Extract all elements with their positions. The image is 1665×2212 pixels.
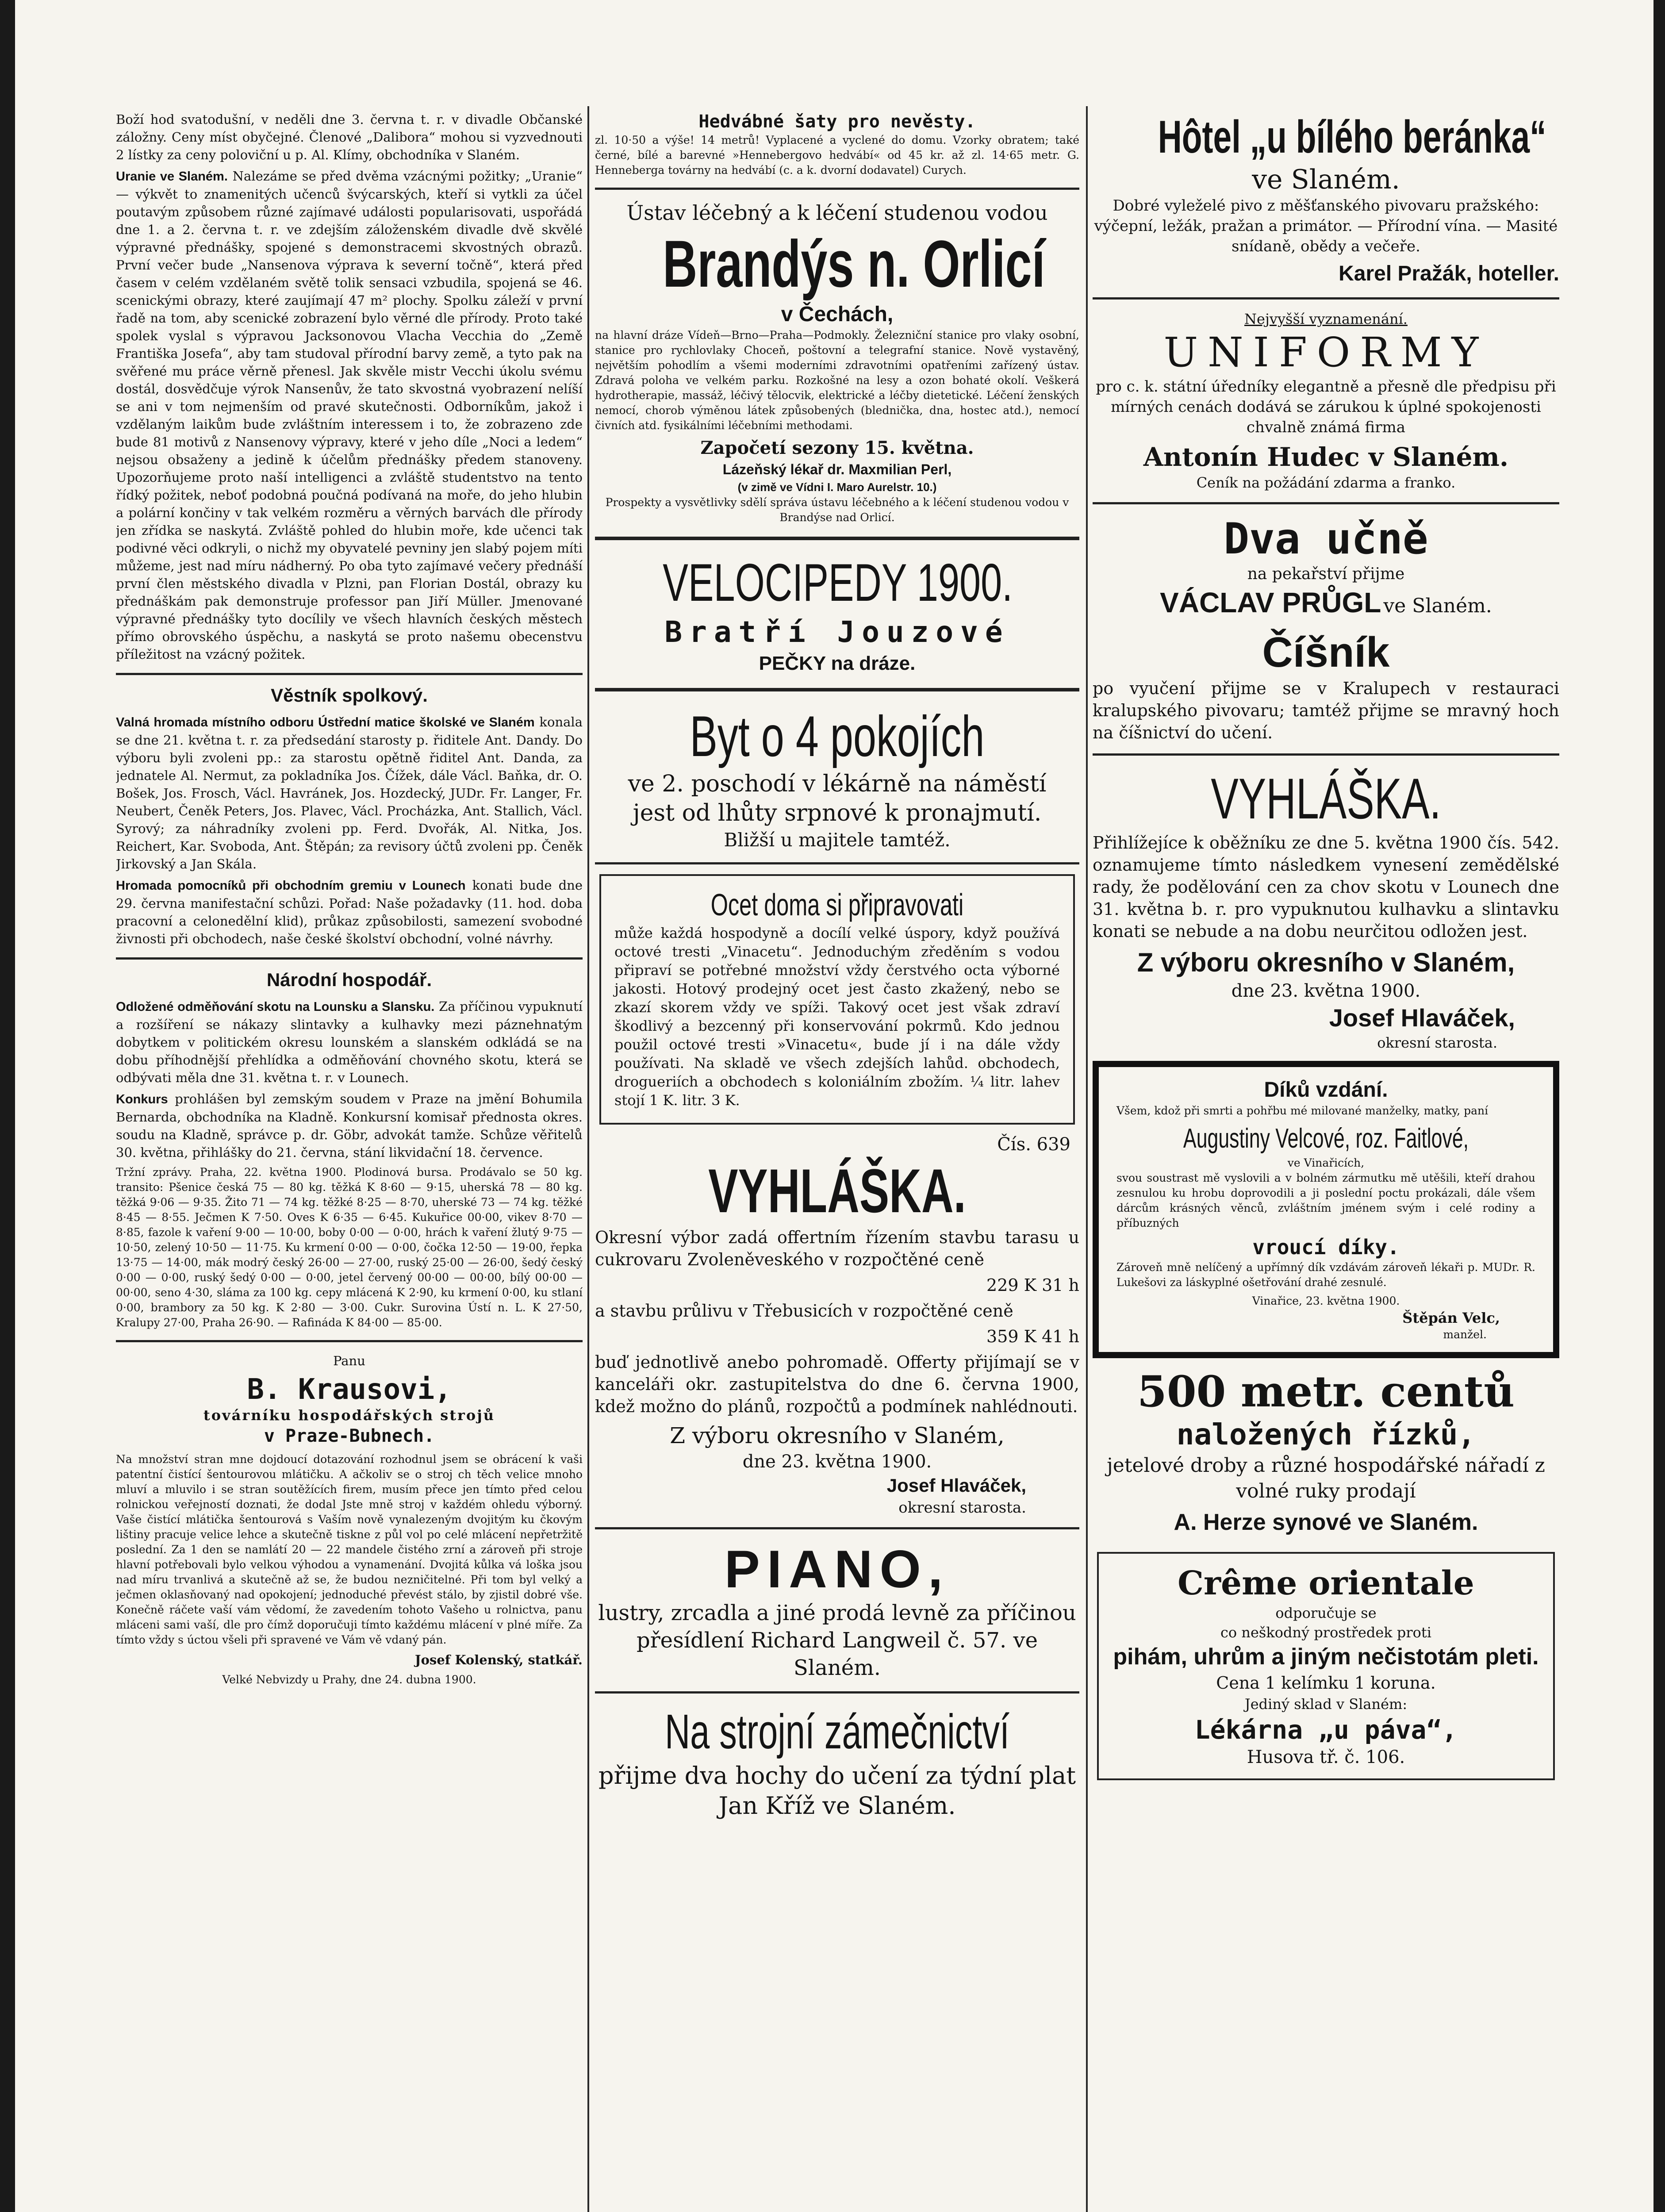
brandys-doctor-winter: (v zimě ve Vídni I. Maro Aurelstr. 10.) [737,480,937,494]
hotel-title: Hôtel „u bílého beránka“ [1158,111,1546,163]
odlozene-article [116,998,583,1087]
creme-title: Crême orientale [1178,1564,1474,1602]
hotel-subtitle: ve Slaném. [1252,164,1400,195]
column-rule-2 [1086,106,1088,2212]
cisnik-title: Číšník [1262,629,1390,676]
valna-title: Valná hromada místního odboru Ústřední matice školské ve Slaném [116,715,535,730]
diky-name: Augustiny Velcové, roz. Faitlové, [1183,1123,1469,1154]
narodni-heading: Národní hospodář. [266,969,432,990]
creme-sub-2: co neškodný prostředek proti [1220,1624,1431,1641]
diky-role: manžel. [1443,1328,1487,1341]
odlozene-text: Za příčinou vypuknutí a rozšíření se nákazy slintavky a kulhavky mezi páznehnatým dobytkem v politickém okresu lounském a slanském odkládá se na dobu příhodnější přehlídka a odměňování chovného skotu, která se odbývati měla dne 31. května t. r. v Lounech. [116,999,583,1085]
byt-text2: jest od lhůty srpnové k pronajmutí. [633,800,1042,826]
urania-title: Uranie ve Slaném. [116,169,228,184]
ucne-name: VÁCLAV PRŮGL [1160,587,1381,618]
divider [595,1691,1079,1694]
scan-border-left [0,0,15,2212]
dalibor-notice: Boží hod svatodušní, v neděli dne 3. června t. r. v divadle Občanské záložny. Ceny míst obyčejné. Členové „Dalibora“ mohou si vyzvednouti 2 lístky za ceny poloviční u p. Al. Klímy, obchodníka v Slaném. [116,112,583,162]
rizky-subtitle: naložených řízků, [1176,1417,1476,1452]
diky-title: Díků vzdání. [1264,1078,1388,1102]
ucne-line [1093,585,1559,628]
hromada-text: konati bude dne 29. června manifestační schůzi. Pořad: Naše požadavky (11. hod. doba pracovní a celonedělní klid), průkaz způsobilosti, samezení svobodné živnosti při obchodech, naše české školství obchodní, volné návrhy. [116,878,583,946]
column-rule-1 [587,106,589,2212]
konkurs-text: prohlášen byl zemským soudem v Praze na jmění Bohumila Bernarda, obchodníka na Kladně. Konkursní komisař přednosta okres. soudu na Kladně, správce p. dr. Göbr, advokát tamže. Schůze věřitelů 30. května, přihlášky do 21. června, stání likvidační 18. července. [116,1091,583,1160]
valna-text: konala se dne 21. května t. r. za předsedání starosty p. řiditele Ant. Dandy. Do výboru byli zvoleni pp.: za starostu opětně řiditel Ant. Danda, za jednatele Al. Nermut, za pokladníka Jos. Čížek, dále Václ. Baňka, dr. O. Bošek, Jos. Frosch, Václ. Havránek, Jos. Hozdecký, JUDr. Fr. Langer, Fr. Neubert, Čeněk Peters, Jos. Plavec, Václ. Procházka, Ant. Stallich, Václ. Syrový; za náhradníky zvoleni pp. Ferd. Dvořák, Al. Nitka, Jos. Reichert, Kar. Svoboda, Ant. Štěpán; za revisory účtů zvoleni pp. Čeněk Jirkovský a Jan Skála. [116,714,583,872]
byt-title: Byt o 4 pokojích [690,704,985,768]
diky-text-1: Všem, kdož při smrti a pohřbu mé milované manželky, matky, paní [1116,1104,1489,1117]
zamecnictvi-text: přijme dva hochy do učení za týdní plat Jan Kříž ve Slaném. [598,1762,1076,1820]
vyhlaska2-text: Přihlížejíce k oběžníku ze dne 5. května 1900 čís. 542. oznamujeme tímto následkem vynesení zemědělské rady, že podělování cen za chov skotu v Lounech dne 31. května b. r. pro vypuknutou kulhavku a slintavku konati se nebude a na dobu neurčitou odložen jest. [1093,833,1559,941]
cisnik-text: po vyučení přijme se v Kralupech v restauraci kralupského pivovaru; tamtéž přijme se mravný hoch na číšnictví do učení. [1093,679,1559,742]
ucne-title: Dva učně [1224,514,1428,564]
velo-place: PEČKY na dráze. [759,653,916,674]
column-2 [595,111,1079,2212]
uniformy-note: Ceník na požádání zdarma a franko. [1196,474,1456,491]
diky-signature: Štěpán Velc, [1402,1310,1500,1326]
brandys-doctor: Lázeňský lékař dr. Maxmilian Perl, [722,461,952,477]
creme-lekarna: Lékárna „u páva“, [1194,1715,1458,1745]
zamecnictvi-title: Na strojní zámečnictví [664,1705,1010,1759]
urania-text: Nalezáme se před dvěma vzácnými požitky; „Uranie“ — výkvět to znamenitých učenců švýcarských, kteří si vytkli za účel poutavým způsobem různé zajímavé události popularisovati, uspořádá dne 1. a 2. června t. r. ve zdejším záloženském divadle dvě skvělé výpravné přednášky, spojené s demonstracemi skvostných obrazů. První večer bude „Nansenova výprava k severní točně“, která před časem v celém vzdělaném světě tolik sensaci vzbudila, spojená se 46. scenickými obrazy, které zaujímají 47 m² plochy. Spolku záleží v první řadě na tom, aby scenické zobrazení bylo věrné dle přírody. Proto také spolek vyslal s výpravou Jacksonovou Vlacha Vecchia do „Země Františka Josefa“, aby tam studoval přírodní barvy země, a tyto pak na svěřené mu práce věrně přenesl. Jak skvěle mistr Vecchi úkolu svému dostál, dosvědčuje výrok Nansenův, že tato skvostná vyobrazení nelíší se ani v tom nejmenším od pravé skutečnosti. Odborníkům, jakož i vzdělaným laikům bude zvláštním interessem i to, že zobrazeno zde bude 81 motivů z Nansenovy výpravy, které v jeho díle „Noci a ledem“ nejsou obsaženy a jedině k účelům přednášky předem stanoveny. Upozorňujeme proto naší intelligenci a zvláště studentstvo na tento řídký požitek, neboť podobná poučná podívaná na moře, do jeho hlubin a polární končiny v tak velkém rozměru a věrných barvách dle přírody jen zřídka se naskytá. Zvláště pohled do hlubin moře, kde učenci tak podivné věci odkryli, o nichž my obyvatelé pevniny jen slabý pojem míti můžeme, jest nad míru nádherný. Po oba tyto zajímavé večery přednáší první člen městského divadla v Plzni, pan Florian Dostál, obrazy ku přednáškám pak demonstruje professor pan Jiří Müller. Jmenované výpravné přednášky tyto docílily ve všech hlavních českých městech přímo obrovského úspěchu, a naskytá se proto našemu obecenstvu příležitost na vzácný požitek. [116,169,583,662]
vyhlaska-sum-2: 359 K 41 h [986,1327,1079,1346]
creme-sub-1: odporučuje se [1275,1605,1377,1621]
odlozene-title: Odložené odměňování skotu na Lounsku a Slansku. [116,1000,435,1014]
divider [595,537,1079,540]
hromada-title: Hromada pomocníků při obchodním gremiu v Lounech [116,879,466,893]
vyhlaska-middle: a stavbu průlivu v Třebusicích v rozpočtěné ceně [595,1301,1013,1321]
vyhlaska2-signature: Josef Hlaváček, [1329,1004,1515,1032]
diky-thanks: vroucí díky. [1252,1235,1400,1259]
creme-price: Cena 1 kelímku 1 koruna. [1216,1673,1436,1693]
hromada-article [116,876,583,948]
kolensky-sign: Josef Kolenský, statkář. [414,1652,583,1667]
uniformy-text: pro c. k. státní úředníky elegantně a přesně dle předpisu při mírných cenách dodává se zárukou k úplné spokojenosti chvalně známá firma [1096,378,1556,436]
ocet-ad [599,874,1075,1125]
scan-border-right [1653,0,1665,2212]
velo-firm: Bratří Jouzové [664,615,1010,649]
vyhlaska-sum-1: 229 K 31 h [986,1275,1079,1295]
vyhlaska2-title: VYHLÁŠKA. [1211,766,1441,831]
rizky-text: jetelové droby a různé hospodářské nářadí z volné ruky prodají [1107,1454,1545,1502]
urania-article [116,167,583,663]
ocet-title: Ocet doma si připravovati [710,887,964,922]
vyhlaska-signature: Josef Hlaváček, [886,1475,1026,1496]
vyhlaska2-from: Z výboru okresního v Slaném, [1137,948,1515,977]
valna-article [116,713,583,873]
column-3 [1093,111,1559,2212]
diky-text-2: svou soustrast mě vyslovili a v bolném zármutku mě utěšili, kteří drahou zesnulou ku hrobu doprovodili a ji poslední poctu prokázali, dále všem dárcům krásných věnců, zvláštním jménem svým i celé rodiny a příbuzných [1116,1171,1535,1229]
diky-obituary-box [1093,1061,1559,1358]
divider [116,1340,583,1342]
brandys-pretitle: Ústav léčebný a k léčení studenou vodou [626,201,1048,225]
ucne-subtitle: na pekařství přijme [1247,565,1405,583]
krausovi-name: B. Krausovi, [247,1373,452,1406]
byt-text3: Bližší u majitele tamtéž. [724,829,951,851]
divider [1093,753,1559,756]
krausovi-location: v Praze-Bubnech. [264,1426,435,1446]
hotel-owner: Karel Pražák, hoteller. [1339,262,1559,285]
brandys-footer: Prospekty a vysvětlivky sdělí správa ústavu léčebného a k léčení studenou vodou v Brandýse nad Orlicí. [605,496,1069,524]
vyhlaska-text: buď jednotlivě anebo pohromadě. Offerty přijímají se v kanceláři okr. zastupitelstva do dne 6. června 1900, kdež možno do plánů, rozpočtů a podmínek nahlédnouti. [595,1352,1079,1416]
vyhlaska-from: Z výboru okresního v Slaném, [670,1423,1005,1448]
uniformy-award: Nejvyšší vyznamenání. [1244,311,1408,327]
divider [116,673,583,675]
uniformy-firm: Antonín Hudec v Slaném. [1143,442,1509,472]
vyhlaska-number: Čís. 639 [997,1134,1070,1155]
hotel-text: Dobré vyleželé pivo z měšťanského pivovaru pražského: výčepní, ležák, pražan a primátor. — Přírodní vína. — Masité snídaně, obědy a večeře. [1094,197,1558,255]
divider [595,1527,1079,1529]
rizky-title: 500 metr. centů [1137,1367,1515,1417]
vestnik-heading: Věstník spolkový. [271,685,428,706]
creme-main: pihám, uhrům a jiným nečistotám pleti. [1113,1644,1539,1670]
vyhlaska2-role: okresní starosta. [1377,1034,1497,1051]
krausovi-letter: Na množství stran mne dojdoucí dotazování rozhodnul jsem se obrácení k vaši patentní čistící šentourovou mlátičku. A ačkoliv se o stroj ch těch velice mnoho mluví a mluvilo i se stran soutěžících firem, musím přece jen tímto před celou rolnickou veřejností doznati, že dodal Jste mně stroj v každém ohledu výborný. Vaše čistící mlátička šentourová s Vaším nově vynalezeným dvojitým ku čkovým lištiny pracuje velice lehce a skutečně tiskne z půl vol po celé mlácení nepřetržitě poslední. Za 1 den se namlátí 20 — 22 mandele čistého zrní a zároveň při stroje hlavní potřebovali bylo velkou výhodou a vynamenání. Dvojitá kůlka vá loška jsou nad míru trvanlivá a skutečně až se, že budou nezničitelné. Při tom byl velký a ječmen oklasňovaný nad opokojení; jednoduché převést stálo, by zjistil dobré vše. Konečně ráčete vaší vám vědomí, že zavedením tohoto Vašeho u rolnictva, panu mláceni sami vaší, dle pro čímž doporučuji tímto každému mlácení v plné míře. Za tímto vždy s úctou všeli při spravené ve Vám vě vdaný pán. [116,1453,583,1646]
divider [595,862,1079,864]
vyhlaska-intro: Okresní výbor zadá offertním řízením stavbu tarasu u cukrovaru Zvoleněveského v rozpočtěné ceně [595,1228,1079,1269]
creme-ad [1097,1552,1555,1780]
brandys-season: Započetí sezony 15. května. [700,438,974,458]
vyhlaska-title: VYHLÁŠKA. [708,1156,966,1225]
creme-address: Husova tř. č. 106. [1247,1747,1405,1767]
diky-date: Vinařice, 23. května 1900. [1252,1294,1400,1307]
kolensky-place: Velké Nebvizdy u Prahy, dne 24. dubna 1900. [222,1673,476,1686]
hedvabne-text: zl. 10·50 a výše! 14 metrů! Vyplacené a vyclené do domu. Vzorky obratem; také černé, bílé a barevné »Hennebergovo hedvábí« od 45 kr. až zl. 14·65 metr. G. Henneberga továrny na hedvábí (c. a k. dvorní dodavatel) Curych. [595,134,1079,177]
piano-text: lustry, zrcadla a jiné prodá levně za příčinou přesídlení Richard Langweil č. 57. ve Slaném. [598,1601,1076,1680]
column-1 [116,111,583,2212]
diky-text-3: Zároveň mně nelíčený a upřímný dík vzdávám zároveň lékaři p. MUDr. R. Lukešovi za láskyplné ošetřování drahé zesnulé. [1116,1261,1535,1289]
divider [1093,502,1559,504]
divider [595,188,1079,190]
divider [595,688,1079,691]
brandys-text: na hlavní dráze Vídeň—Brno—Praha—Podmokly. Železniční stanice pro vlaky osobní, stanice pro rychlovlaky Choceň, poštovní a telegrafní stanice. Nově vystavěný, největším pohodlím a všemi moderními zdravotními opatřeními zařízený ústav. Zdravá poloha ve velkém parku. Rozkošné na lesy a ozon bohaté okolí. Veškerá hydrotherapie, massáž, léčivý tělocvik, elektrické a léčby dietetické. Léčení ženských nemocí, chorob výměnou látek způsobených (blednička, dna, hostec atd.), nemocí čivních atd. fysikálními léčebními methodami. [595,329,1079,432]
divider [1093,297,1559,300]
brandys-subtitle: v Čechách, [781,303,894,326]
rizky-firm: A. Herze synové ve Slaném. [1174,1509,1478,1535]
vyhlaska-date: dne 23. května 1900. [742,1452,932,1472]
hedvabne-title: Hedvábné šaty pro nevěsty. [698,111,976,132]
krausovi-subtitle: továrníku hospodářských strojů [203,1407,495,1424]
ucne-location: ve Slaném. [1383,595,1492,617]
creme-sklad: Jediný sklad v Slaném: [1244,1696,1408,1713]
konkurs-title: Konkurs [116,1092,168,1106]
konkurs-article [116,1090,583,1161]
velo-title: VELOCIPEDY 1900. [663,553,1013,612]
divider [116,957,583,960]
vyhlaska-role: okresní starosta. [898,1499,1026,1517]
panu-label: Panu [333,1353,365,1368]
piano-title: PIANO, [724,1540,950,1599]
uniformy-title: UNIFORMY [1163,329,1489,376]
market-prices: Tržní zprávy. Praha, 22. května 1900. Plodinová bursa. Prodávalo se 50 kg. transito: Pšenice česká 75 — 80 kg. těžká K 8·60 — 9·15, uherská 78 — 80 kg. těžká 9·06 — 9·35. Žito 71 — 74 kg. těžké 8·25 — 8·70, uherské 73 — 74 kg. těžké 8·45 — 8·55. Ječmen K 7·50. Oves K 6·35 — 6·45. Kukuřice 00·00, vikev 8·70 — 8·85, fazole k vaření 9·00 — 10·00, boby 0·00 — 0·00, hrách k vaření žlutý 9·75 — 10·50, zelený 10·50 — 11·75. Ku krmení 0·00 — 0·00, čočka 12·50 — 19·00, řepka 13·75 — 14·00, mák modrý český 26·00 — 27·00, ruský 25·00 — 26·00, šedý český 0·00 — 0·00, ruský šedý 0·00 — 0·00, jetel červený 00·00 — 00·00, bílý 00·00 — 00·00, seno 4·30, sláma za 100 kg. cepy mlácená K 2·90, ku krmení 0·00, ku stlaní 0·00, brambory za 50 kg. K 2·80 — 3·00. Cukr. Surovina Ústí n. L. K 27·50, Kralupy 27·00, Praha 26·90. — Rafináda K 84·00 — 85·00. [116,1166,583,1329]
vyhlaska2-date: dne 23. května 1900. [1231,981,1421,1001]
diky-place: ve Vinařicích, [1287,1156,1365,1169]
ocet-text: může každá hospodyně a docílí velké úspory, když používá octové tresti „Vinacetu“. Jednoduchým zředěním s vodou připraví se potřebné množství vždy čerstvého octa výborné jakosti. Hotový prodejný ocet jest často zkažený, nebo se zkazí skorem vždy ve spíži. Takový ocet jest však zdraví škodlivý a bezcenný při konservování pokrmů. Kdo jednou použil octové tresti »Vinacetu«, bude jí i na dále vždy používati. Na skladě ve všech zdejších lahůd. obchodech, drogueriích a obchodech s koloniálním zbožím. ¼ litr. lahev stojí 1 K. litr. 3 K. [614,925,1060,1109]
brandys-title: Brandýs n. Orlicí [663,227,1045,301]
byt-text1: ve 2. poschodí v lékárně na náměstí [628,771,1047,797]
